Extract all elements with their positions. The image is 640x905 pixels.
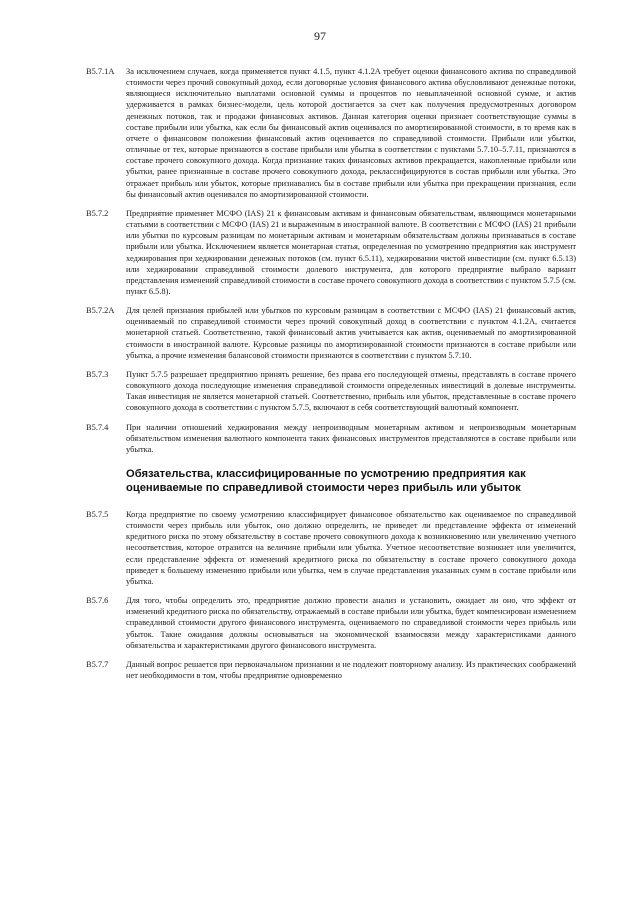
paragraph-text: За исключением случаев, когда применяется пункт 4.1.5, пункт 4.1.2A требует оценки финансового актива по справедливой стоимости через прочий совокупный доход, если договорные условия финансового актива обусловливают денежные потоки, являющиеся исключительно выплатами основной суммы и процентов по невыплаченной основной сумме, и актив удерживается в рамках бизнес-модели, цель которой достигается за счет как получения предусмотренных договором денежных потоков, так и продажи финансовых активов. Данная категория оценки признает соответствующие суммы в составе прибыли или убытка, как если бы финансовый актив оценивался по амортизированной стоимости, в то время как в отчете о финансовом положении финансовый актив оценивается по справедливой стоимости. Прибыли или убытки, отличные от тех, которые признаются в составе прибыли или убытка в соответствии с пунктами 5.7.10–5.7.11, признаются в составе прочего совокупного дохода. Когда признание таких финансовых активов прекращается, накопленные прибыли или убытки, ранее признанные в составе прочего совокупного дохода, реклассифицируются в состав прибыли или убытка. Это отражает прибыль или убыток, которые признавались бы в составе прибыли или убытка при прекращении признания, если бы финансовый актив оценивался по амортизированной стоимости.	[126, 67, 576, 199]
section-heading: Обязательства, классифицированные по усмотрению предприятия как оцениваемые по справедливой стоимости через прибыль или убыток	[126, 468, 526, 494]
paragraph-text: При наличии отношений хеджирования между непроизводным монетарным активом и непроизводным монетарным обязательством изменения валютного компонента таких финансовых инструментов представляются в составе прибыли или убытка.	[126, 422, 576, 454]
paragraph-number: B5.7.2	[86, 208, 109, 218]
page-number: 97	[314, 29, 326, 43]
paragraph-b5-7-6	[86, 595, 576, 651]
paragraph-b5-7-4	[86, 422, 576, 455]
paragraph-number: B5.7.4	[86, 422, 109, 432]
paragraph-b5-7-3	[86, 369, 576, 414]
paragraph-number: B5.7.1A	[86, 67, 115, 76]
paragraph-number: B5.7.7	[86, 659, 109, 669]
paragraph-b5-7-1a	[86, 66, 576, 200]
paragraph-text: Когда предприятие по своему усмотрению классифицирует финансовое обязательство как оцениваемое по справедливой стоимости через прибыль или убыток, оно должно определить, не приведет ли представление эффекта от изменений кредитного риска по этому обязательству в составе прочего совокупного дохода к возникновению или увеличению учетного несоответствия, которое отразится на величине прибыли или убытка. Учетное несоответствие возникнет или увеличится, если представление эффекта от изменений кредитного риска по обязательству в составе прочего совокупного дохода приведет к большему изменению прибыли или убытка, чем в случае представления указанных сумм в составе прибыли или убытка.	[126, 510, 576, 586]
paragraph-number: B5.7.5	[86, 510, 109, 519]
paragraph-number: B5.7.2A	[86, 306, 115, 316]
paragraph-text: Предприятие применяет МСФО (IAS) 21 к финансовым активам и финансовым обязательствам, являющимся монетарными статьями в соответствии с МСФО (IAS) 21 и выраженным в иностранной валюте. В соответствии с МСФО (IAS) 21 прибыли или убытки по курсовым разницам по монетарным активам и монетарным обязательствам должны признаваться в составе прибыли или убытка. Исключением является монетарная статья, определенная по усмотрению предприятия как инструмент хеджирования при хеджировании денежных потоков (см. пункт 6.5.11), хеджировании чистой инвестиции (см. пункт 6.5.13) или хеджировании справедливой стоимости долевого инструмента, для которого предприятие выбрало вариант представления изменений справедливой стоимости в составе прочего совокупного дохода в соответствии с пунктом 5.7.5 (см. пункт 6.5.8).	[126, 208, 576, 296]
paragraph-b5-7-2a	[86, 305, 576, 361]
paragraph-b5-7-2	[86, 208, 576, 297]
paragraph-b5-7-5	[86, 509, 576, 587]
paragraph-number: B5.7.6	[86, 596, 109, 606]
paragraph-text: Для того, чтобы определить это, предприятие должно провести анализ и установить, ожидает ли оно, что эффект от изменений кредитного риска по обязательству, отражаемый в составе прибыли или убытка, будет компенсирован изменением справедливой стоимости другого финансового инструмента, оцениваемого по справедливой стоимости через прибыль или убыток. Такие ожидания должны основываться на экономической взаимосвязи между характеристиками данного обязательства и характеристиками другого финансового инструмента.	[126, 596, 576, 650]
paragraph-text: Пункт 5.7.5 разрешает предприятию принять решение, без права его последующей отмены, представлять в составе прочего совокупного дохода последующие изменения справедливой стоимости определенных инвестиций в долевые инструменты. Такая инвестиция не является монетарной статьей. Соответственно, прибыль или убыток, представленные в составе прочего совокупного дохода в соответствии с пунктом 5.7.5, включают в себя соответствующий валютный компонент.	[126, 369, 576, 413]
paragraph-text: Данный вопрос решается при первоначальном признании и не подлежит повторному анализу. Из практических соображений нет необходимости в том, чтобы предприятие одновременно	[126, 659, 576, 681]
paragraph-number: B5.7.3	[86, 369, 109, 379]
paragraph-text: Для целей признания прибылей или убытков по курсовым разницам в соответствии с МСФО (IAS) 21 финансовый актив, оцениваемый по справедливой стоимости через прочий совокупный доход в соответствии с пунктом 4.1.2A, считается монетарной статьей. Соответственно, такой финансовый актив учитывается как актив, оцениваемый по амортизированной стоимости в иностранной валюте. Курсовые разницы по амортизированной стоимости признаются в составе прибыли или убытка, а прочие изменения балансовой стоимости признаются в соответствии с пунктом 5.7.10.	[126, 306, 576, 360]
page-content	[86, 66, 576, 681]
paragraph-b5-7-7	[86, 659, 576, 681]
